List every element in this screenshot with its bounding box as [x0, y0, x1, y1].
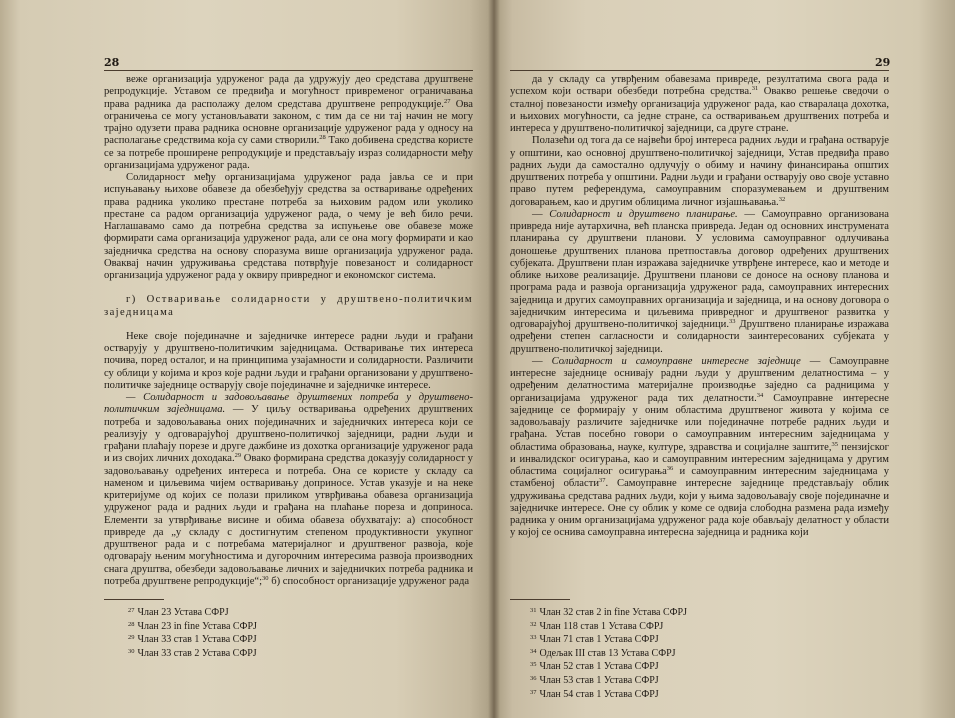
footnote-number: 37	[530, 688, 537, 696]
right-page-number: 29	[875, 56, 891, 69]
footnote-text: Члан 33 став 1 Устава СФРЈ	[137, 634, 257, 646]
paragraph-gap	[104, 319, 473, 331]
paragraph-gap	[104, 282, 473, 294]
text-run: пензијског и инвалидског осигурања, као и самоуправним интересним заједницама у другим областима социјалног осигурања	[510, 441, 889, 477]
footnote-reference: 29	[234, 452, 242, 460]
text-run: б) способност организације удруженог рада	[268, 575, 470, 587]
paragraph	[510, 135, 889, 209]
footnote-number: 29	[128, 634, 135, 642]
footnote-reference: 31	[751, 85, 759, 93]
footnote	[128, 605, 257, 619]
text-run: . Самоуправне интересне заједнице представљају облик удруживања средстава радних људи, који у њима задовољавају своје појединачне и заједничке интересе. Оне су облик у коме се одвија слободна размена рада између радника у оним организацијама удруженог рада које обављају делатност у области у којој се оснива самоуправна интересна заједница и радника који	[510, 478, 889, 539]
text-run: — У циљу остваривања одређених друштвених потреба и задовољавања оних појединачних и заједничких интереса који се реализују у одговарајућој друштвено-политичкој заједници, радни људи и грађани плаћају порезе и друге дажбине из дохотка организације удруженог рада и из својих личних доходака.	[104, 404, 473, 465]
footnote	[128, 646, 257, 660]
footnote-text: Члан 52 став 1 Устава СФРЈ	[539, 661, 659, 673]
footnote	[530, 632, 687, 646]
text-run: Ова ограничења се могу установљавати законом, с тим да се ни тај начин не могу трајно одузети права радника основне организације удруженог рада у односу на располагање средствима која су сами створили.	[104, 98, 473, 147]
footnote	[530, 646, 687, 660]
footnote-number: 33	[530, 634, 537, 642]
footnote-text: Члан 71 став 1 Устава СФРЈ	[539, 634, 659, 646]
right-footnote-rule	[510, 599, 570, 600]
footnote-reference: 30	[262, 574, 269, 582]
footnote-number: 28	[128, 620, 135, 628]
italic-lead-in: — Солидарност и задовољавање друштвених потреба у друштвено-политичким заједницама.	[104, 392, 473, 416]
footnote-reference: 34	[756, 391, 764, 399]
heading-line	[104, 294, 473, 319]
footnote-number: 31	[530, 607, 537, 614]
text-run: — Самоуправне интересне заједнице оснивају радни људи у друштвеним делатностима – у одређеним делатностима материјалне производње заједно са радницима у организацијама удруженог рада тих делатности.	[510, 355, 889, 404]
footnote-text: Члан 33 став 2 Устава СФРЈ	[137, 647, 257, 659]
right-page	[494, 0, 955, 718]
text-run: Овакво решење сведочи о сталној повезаности између организација удруженог рада, као стваралаца дохотка, и њихових могућности, са једне стране, са остваривањем друштвених потреба и интереса у друштвено-политичкој заједници, са друге стране.	[510, 86, 889, 134]
footnote-reference: 33	[729, 318, 736, 325]
text-run: Полазећи од тога да се највећи број интереса радних људи и грађана остварује у општини, као основној друштвено-политичкој заједници, Устав предвиђа право радних људи да самостално одлучују о обиму и начину финансирања општих друштвених потреба у општини. Радни људи и грађани остварују ово своје уставно право путем референдума, самоуправним споразумевањем и друштвеним договарањем, као и другим облицима личног изјашњавања.	[510, 135, 889, 208]
footnote	[530, 605, 687, 619]
text-run: да у складу са утврђеним обавезама привреде, резултатима свога рада и успехом који оствари обезбеди потребна средства.	[510, 74, 889, 98]
footnote-reference: 28	[319, 134, 326, 142]
text-run: Друштвено планирање изражава одређени степен сагласности и солидарности заинтересованих субјеката у друштвено-политичкој заједници.	[510, 319, 890, 355]
footnote	[530, 673, 687, 687]
footnote-number: 32	[530, 620, 537, 628]
footnote-number: 27	[128, 607, 135, 614]
footnote-text: Члан 23 in fine Устава СФРЈ	[137, 620, 257, 632]
footnote	[128, 632, 257, 646]
left-header-rule	[104, 70, 473, 71]
footnote-text: Члан 23 Устава СФРЈ	[137, 607, 229, 618]
footnote-text: Члан 32 став 2 in fine Устава СФРЈ	[539, 607, 687, 618]
text-run: Солидарност међу организацијама удруженог рада јавља се и при испуњавању њихове обавезе да обезбеђују средства за остваривање одређених права радника уколико престане потреба за њиховим радом или уколико престане са радом организација удруженог рада, о чему је већ било речи. Наглашавамо само да потребна средства за испуњење ове обавезе може формирати сама организација удруженог рада, али се она могу формирати и као заједничка средства на основу споразума више организација удруженог рада. Оваквај начин удруживања средстава потврђује повезаност и солидарност организација удруженог рада у оквиру привредног и економског система.	[104, 172, 473, 281]
footnote-text: Члан 118 став 1 Устава СФРЈ	[539, 620, 664, 632]
text-run: Тако добивена средства користе се за потребе проширене репродукције и представљају израз солидарности међу организацијама удруженог рада.	[104, 135, 473, 171]
footnote	[128, 619, 257, 633]
text-run: —	[532, 355, 552, 367]
footnote	[530, 659, 687, 673]
paragraph	[104, 74, 473, 172]
footnote-reference: 37	[599, 477, 606, 485]
footnote-number: 34	[530, 647, 537, 655]
italic-lead-in: Солидарност и друштвено планирање.	[549, 208, 738, 220]
right-header-rule	[510, 70, 889, 71]
italic-lead-in: Солидарност и самоуправне интересне заједнице	[551, 355, 801, 367]
left-body-text	[104, 74, 473, 588]
footnote-reference: 36	[666, 465, 674, 472]
paragraph	[104, 392, 473, 588]
left-footnote-rule	[104, 599, 164, 600]
section-heading: г) Остваривање солидарности у друштвено-политичким заједницама	[104, 294, 473, 318]
text-run: Неке своје појединачне и заједничке интересе радни људи и грађани остварују у друштвено-политичким заједницама. Остваривање тих интереса почива, поред осталог, и на принципима узајамности и солидарности. Различити су облици у којима и кроз које радни људи и грађани организовани у друштвено-политичке заједнице остварују своје појединачне и заједничке интересе.	[104, 330, 473, 391]
book-gutter	[488, 0, 500, 718]
footnote-reference: 32	[778, 195, 786, 203]
footnote-text: Одељак III став 13 Устава СФРЈ	[539, 647, 676, 659]
text-run: Овако формирана средства доказују солидарност у задовољавању одређених интереса и потреба. Она се користе у складу са наменом и циљевима чијем остваривању доприносе. Устав указује и на неке критеријуме од којих се полази приликом утврђивања обавеза организација удруженог рада и радних људи и грађана на плаћање пореза и доприноса. Елементи за утврђивање висине и обима обавеза обухватају: а) способност привреде да „у складу с достигнутим степеном продуктивности укупног друштвеног рада и с потребама материјалног и друштвеног развоја, које одговарају њеним могућностима и дугорочним интересима развоја производних снага друштва, обезбеди задовољавање личних и заједничких потреба радника и потреба друштвене репродукције“;	[104, 453, 473, 587]
paragraph	[510, 74, 889, 135]
footnote	[530, 619, 687, 633]
footnote-number: 36	[530, 674, 537, 682]
footnote	[530, 687, 687, 701]
text-run: —	[532, 208, 550, 220]
footnote-text: Члан 53 став 1 Устава СФРЈ	[539, 674, 659, 686]
left-page-number: 28	[104, 56, 120, 69]
footnote-text: Члан 54 став 1 Устава СФРЈ	[539, 688, 659, 700]
footnote-reference: 35	[831, 440, 839, 448]
paragraph	[104, 172, 473, 282]
text-run: — Самоуправно организована привреда није аутархична, већ планска привреда. Један од основних инструмената планирања су друштвени планови. У условима самоуправног одлучивања доношење друштвених планова претпоставља договор одређених друштвених субјеката. Друштвени план изражава заједничке утврђене интересе, као и методе и облике њихове реализације. Друштвени планови се доносе на основу планова и програма рада и развоја организација удруженог рада, самоуправних интересних заједница и других самоуправних организација и заједница, и на основу договора о заједничким интересима и циљевима привредног и друштвеног развитка у одговарајућој друштвено-политичкој заједници.	[510, 208, 889, 330]
paragraph	[510, 356, 889, 540]
paragraph	[510, 209, 889, 356]
text-run: и самоуправним интересним заједницама у стамбеној области	[510, 466, 889, 490]
footnote-reference: 27	[443, 97, 451, 105]
footnote-number: 35	[530, 661, 537, 669]
right-footnotes	[530, 605, 687, 700]
paragraph	[104, 331, 473, 392]
left-footnotes	[128, 605, 257, 659]
footnote-number: 30	[128, 647, 135, 655]
text-run: Самоуправне интересне заједнице се формирају у оним областима друштвеног живота у којима се задовољавају различите заједничке или појединачне потребе радних људи и грађана. Устав посебно говори о самоуправним интересним заједницама у областима образовања, науке, културе, здравства и социјалне заштите,	[510, 392, 889, 453]
right-body-text	[510, 74, 889, 540]
text-run: веже организација удруженог рада да удружују део средстава друштвене репродукције. Уставом се предвиђа и могућност привременог ограничавања права радника да располажу делом средстава друштвене репродукције.	[104, 74, 473, 110]
